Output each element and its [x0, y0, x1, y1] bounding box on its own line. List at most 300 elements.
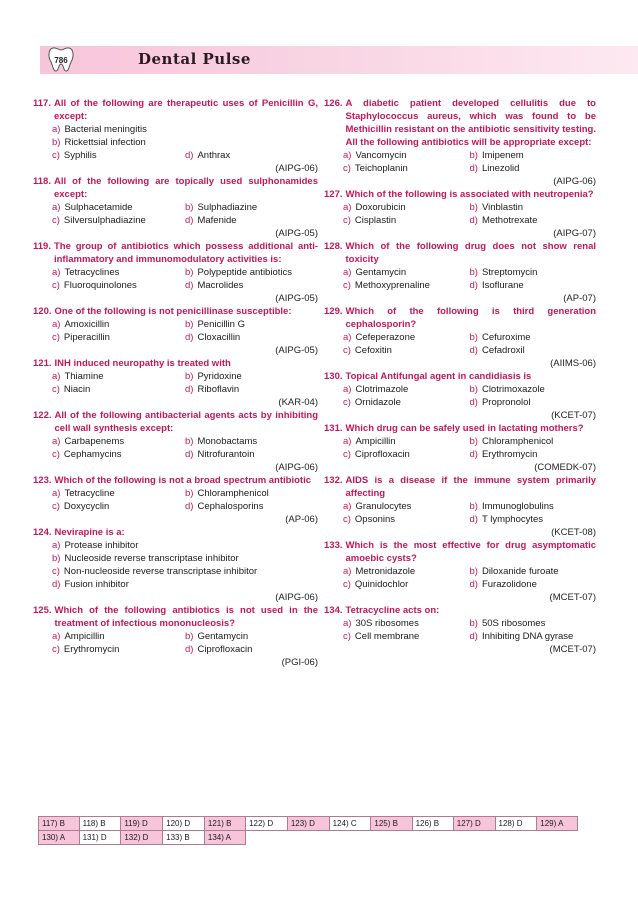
question: [33, 604, 318, 669]
option-letter: b): [469, 566, 478, 577]
exam-source: (AP-07): [563, 293, 596, 304]
question-stem: [33, 474, 318, 487]
option-text: Niacin: [63, 384, 91, 395]
option-text: Mafenide: [197, 215, 237, 226]
option-text: Chloramphenicol: [481, 436, 554, 447]
option-text: Diloxanide furoate: [481, 566, 559, 577]
question-text: AIDS is a disease if the immune system primarily affecting: [345, 475, 596, 499]
option: [470, 162, 597, 175]
option-text: Fusion inhibitor: [64, 579, 129, 590]
option: [470, 513, 597, 526]
question-stem: [324, 422, 596, 435]
option-letter: c): [52, 150, 60, 161]
options-grid: [33, 487, 318, 513]
question-number: 125.: [33, 605, 52, 616]
question-number: 126.: [324, 98, 343, 109]
option: [185, 643, 318, 656]
option-text: Carbapenems: [64, 436, 125, 447]
question-text: Which of the following antibiotics is not used in the treatment of infectious mononucleosis?: [54, 605, 318, 629]
option-text: Streptomycin: [481, 267, 538, 278]
question: [33, 409, 318, 474]
question-number: 120.: [33, 306, 52, 317]
option-letter: d): [52, 579, 61, 590]
question-stem: [33, 240, 318, 266]
answer-cell: 121) B: [204, 817, 245, 831]
option-text: Syphilis: [63, 150, 97, 161]
options-grid: [324, 149, 596, 175]
option: [343, 149, 470, 162]
option-text: Nucleoside reverse transcriptase inhibitor: [64, 553, 239, 564]
options-grid: [33, 630, 318, 656]
option: [185, 266, 318, 279]
exam-source: (MCET-07): [549, 592, 596, 603]
exam-source: (AIPG-07): [553, 228, 596, 239]
page-number: 786: [54, 56, 68, 65]
question: [324, 474, 596, 539]
option-letter: a): [343, 501, 352, 512]
option-text: Cefoxitin: [354, 345, 392, 356]
option-letter: a): [52, 631, 61, 642]
option-letter: c): [343, 449, 351, 460]
answer-cell: 128) D: [495, 817, 537, 831]
option-text: Ornidazole: [354, 397, 401, 408]
options-grid: [324, 383, 596, 409]
option-text: Doxycyclin: [63, 501, 110, 512]
option-text: Clotrimoxazole: [481, 384, 545, 395]
question-stem: [33, 604, 318, 630]
exam-source: (PGI-06): [281, 657, 318, 668]
question-number: 129.: [324, 306, 343, 317]
option-letter: d): [185, 644, 194, 655]
option-letter: d): [469, 579, 478, 590]
question-text: Topical Antifungal agent in candidiasis is: [345, 371, 532, 382]
option-text: 50S ribosomes: [481, 618, 546, 629]
question-number: 134.: [324, 605, 343, 616]
option-letter: b): [52, 553, 61, 564]
option-text: Linezolid: [481, 163, 520, 174]
question: [324, 370, 596, 422]
question-number: 121.: [33, 358, 52, 369]
question-stem: [324, 305, 596, 331]
option: [185, 448, 318, 461]
option-text: Vinblastin: [481, 202, 523, 213]
option-letter: b): [469, 384, 478, 395]
question-number: 130.: [324, 371, 343, 382]
question: [324, 604, 596, 656]
option-text: Cephamycins: [63, 449, 122, 460]
question-stem: [33, 357, 318, 370]
option: [185, 435, 318, 448]
option: [470, 617, 597, 630]
option-letter: c): [343, 579, 351, 590]
option-letter: b): [185, 488, 194, 499]
option: [185, 318, 318, 331]
option-letter: d): [469, 449, 478, 460]
question-text: Which is the most effective for drug asymptomatic amoebic cysts?: [345, 540, 596, 564]
option-text: Granulocytes: [355, 501, 412, 512]
option: [52, 201, 185, 214]
exam-source: (COMEDK-07): [534, 462, 596, 473]
option-text: Protease inhibitor: [64, 540, 139, 551]
question-number: 131.: [324, 423, 343, 434]
options-grid: [33, 201, 318, 227]
answer-cell: 125) B: [371, 817, 412, 831]
option: [185, 279, 318, 292]
option-letter: b): [185, 267, 194, 278]
option-letter: a): [52, 319, 61, 330]
right-column: [324, 97, 596, 656]
option-letter: c): [343, 163, 351, 174]
options-grid: [33, 266, 318, 292]
option-letter: b): [469, 332, 478, 343]
option: [343, 383, 470, 396]
answer-cell: 117) B: [39, 817, 80, 831]
option-letter: a): [52, 436, 61, 447]
option: [185, 487, 318, 500]
option-text: Penicillin G: [197, 319, 245, 330]
option-text: Doxorubicin: [355, 202, 406, 213]
question: [324, 422, 596, 474]
question-number: 124.: [33, 527, 52, 538]
option: [52, 565, 318, 578]
option-letter: d): [469, 345, 478, 356]
option-letter: a): [343, 332, 352, 343]
question-text: Which of the following is third generation cephalosporin?: [345, 306, 596, 330]
option-text: Sulphacetamide: [64, 202, 133, 213]
option-letter: d): [469, 514, 478, 525]
exam-source: (AIPG-06): [275, 592, 318, 603]
option: [343, 396, 470, 409]
question-text: Which of the following is not a broad spectrum antibiotic: [54, 475, 311, 486]
option-text: Cefeperazone: [355, 332, 416, 343]
option: [343, 578, 470, 591]
option-text: Vancomycin: [355, 150, 407, 161]
exam-source: (AIPG-05): [275, 293, 318, 304]
option-text: Cefadroxil: [481, 345, 525, 356]
answer-cell: 130) A: [39, 831, 80, 845]
option: [185, 630, 318, 643]
question-text: The group of antibiotics which possess additional anti-inflammatory and immunomodulatory activities is:: [53, 241, 318, 265]
option: [470, 149, 597, 162]
option: [185, 201, 318, 214]
option-text: Silversulphadiazine: [63, 215, 146, 226]
option-letter: c): [52, 332, 60, 343]
option: [470, 383, 597, 396]
option-letter: a): [343, 566, 352, 577]
answer-cell: 120) D: [163, 817, 205, 831]
answer-cell: 126) B: [412, 817, 453, 831]
question-stem: [33, 526, 318, 539]
answer-cell: 134) A: [204, 831, 245, 845]
page-title: Dental Pulse: [138, 50, 251, 68]
question-stem: [324, 474, 596, 500]
option-text: Monobactams: [197, 436, 258, 447]
option-letter: a): [343, 150, 352, 161]
option-letter: d): [469, 280, 478, 291]
option-text: Ciprofloxacin: [354, 449, 410, 460]
answer-cell: 127) D: [453, 817, 495, 831]
question: [33, 305, 318, 357]
question-stem: [324, 604, 596, 617]
option-letter: a): [52, 267, 61, 278]
question-text: Which of the following drug does not show renal toxicity: [345, 241, 596, 265]
option: [52, 370, 185, 383]
option-text: Piperacillin: [63, 332, 110, 343]
option: [52, 214, 185, 227]
answer-cell: 123) D: [287, 817, 329, 831]
option-letter: c): [343, 345, 351, 356]
question-stem: [324, 97, 596, 149]
options-grid: [324, 266, 596, 292]
option: [470, 266, 597, 279]
option-letter: d): [469, 163, 478, 174]
question: [33, 175, 318, 240]
options-grid: [33, 149, 318, 162]
exam-source: (KCET-07): [551, 410, 596, 421]
option-letter: c): [52, 449, 60, 460]
option: [343, 565, 470, 578]
option-letter: c): [52, 280, 60, 291]
option: [470, 331, 597, 344]
answer-cell: 133) B: [163, 831, 205, 845]
option-letter: a): [343, 618, 352, 629]
option-letter: d): [185, 150, 194, 161]
option-letter: d): [469, 631, 478, 642]
option: [185, 383, 318, 396]
option: [343, 513, 470, 526]
question: [324, 539, 596, 604]
option-letter: d): [469, 215, 478, 226]
options-grid: [324, 201, 596, 227]
option: [52, 578, 318, 591]
option: [52, 331, 185, 344]
option: [470, 344, 597, 357]
option-text: Clotrimazole: [355, 384, 409, 395]
option-letter: b): [185, 319, 194, 330]
options-grid: [324, 565, 596, 591]
answer-row: [39, 831, 578, 845]
option-letter: c): [343, 280, 351, 291]
option: [470, 279, 597, 292]
option: [52, 630, 185, 643]
option: [470, 448, 597, 461]
option: [343, 162, 470, 175]
option-text: Cell membrane: [354, 631, 420, 642]
answer-cell: 124) C: [329, 817, 371, 831]
option-text: Macrolides: [197, 280, 244, 291]
option-letter: a): [343, 384, 352, 395]
option-letter: a): [52, 124, 61, 135]
exam-source: (AIPG-05): [275, 228, 318, 239]
option-letter: c): [52, 215, 60, 226]
option: [470, 396, 597, 409]
option-text: Metronidazole: [355, 566, 416, 577]
option-letter: b): [185, 202, 194, 213]
option: [470, 435, 597, 448]
question-stem: [33, 409, 318, 435]
option: [343, 500, 470, 513]
options-grid: [324, 617, 596, 643]
options-grid: [324, 331, 596, 357]
option: [52, 487, 185, 500]
options-grid: [33, 318, 318, 344]
option: [52, 500, 185, 513]
option-text: Teichoplanin: [354, 163, 408, 174]
options-grid: [33, 435, 318, 461]
option-text: Erythromycin: [63, 644, 120, 655]
option: [470, 565, 597, 578]
answer-key-table: [38, 816, 578, 845]
question-text: Tetracycline acts on:: [345, 605, 440, 616]
option-text: Tetracycline: [64, 488, 115, 499]
option-text: 30S ribosomes: [355, 618, 419, 629]
option-letter: b): [185, 631, 194, 642]
option-letter: b): [185, 371, 194, 382]
question-number: 118.: [33, 176, 51, 187]
exam-source: (AIPG-06): [275, 462, 318, 473]
option: [52, 552, 318, 565]
question-number: 122.: [33, 410, 52, 421]
option: [343, 266, 470, 279]
answer-cell: 132) D: [121, 831, 163, 845]
option-letter: d): [469, 397, 478, 408]
option-text: T lymphocytes: [481, 514, 544, 525]
question-stem: [324, 188, 596, 201]
option-text: Immunoglobulins: [481, 501, 554, 512]
option-text: Anthrax: [197, 150, 231, 161]
option-text: Amoxicillin: [64, 319, 110, 330]
option-text: Cefuroxime: [481, 332, 531, 343]
option-letter: b): [469, 436, 478, 447]
question-number: 127.: [324, 189, 343, 200]
option-letter: a): [343, 202, 352, 213]
option: [343, 344, 470, 357]
option-text: Furazolidone: [481, 579, 537, 590]
option-text: Riboflavin: [197, 384, 240, 395]
option-letter: c): [52, 501, 60, 512]
question: [324, 97, 596, 188]
option: [470, 214, 597, 227]
option-text: Ampicillin: [64, 631, 105, 642]
option-text: Bacterial meningitis: [64, 124, 147, 135]
option-letter: c): [343, 397, 351, 408]
option-letter: c): [343, 631, 351, 642]
option-letter: a): [343, 436, 352, 447]
option-text: Thiamine: [64, 371, 104, 382]
question: [324, 188, 596, 240]
question-stem: [33, 175, 318, 201]
question-text: All of the following are therapeutic uses of Penicillin G, except:: [53, 98, 318, 122]
answer-cell: 119) D: [121, 817, 163, 831]
option-text: Methoxyprenaline: [354, 280, 430, 291]
option-text: Gentamycin: [197, 631, 249, 642]
option: [470, 500, 597, 513]
question-number: 119.: [33, 241, 51, 252]
question-text: Which drug can be safely used in lactating mothers?: [345, 423, 584, 434]
option-letter: d): [185, 280, 194, 291]
question-number: 123.: [33, 475, 52, 486]
exam-source: (KAR-04): [278, 397, 318, 408]
option-letter: d): [185, 501, 194, 512]
option-text: Non-nucleoside reverse transcriptase inhibitor: [63, 566, 258, 577]
exam-source: (AIIMS-06): [550, 358, 596, 369]
option-letter: c): [52, 644, 60, 655]
option-text: Cloxacillin: [197, 332, 241, 343]
question: [33, 526, 318, 604]
question-number: 128.: [324, 241, 343, 252]
option: [52, 539, 318, 552]
option-text: Opsonins: [354, 514, 396, 525]
option-letter: b): [469, 150, 478, 161]
question: [33, 357, 318, 409]
option-letter: d): [185, 332, 194, 343]
exam-source: (AIPG-05): [275, 345, 318, 356]
question-number: 133.: [324, 540, 343, 551]
option: [52, 123, 318, 136]
option-text: Polypeptide antibiotics: [197, 267, 292, 278]
option-letter: a): [343, 267, 352, 278]
question-stem: [324, 240, 596, 266]
option: [470, 201, 597, 214]
exam-source: (KCET-08): [551, 527, 596, 538]
option: [185, 500, 318, 513]
option-text: Chloramphenicol: [197, 488, 269, 499]
option-text: Fluoroquinolones: [63, 280, 137, 291]
option-text: Methotrexate: [481, 215, 538, 226]
option-text: Cephalosporins: [197, 501, 264, 512]
options-grid: [324, 435, 596, 461]
option: [52, 136, 318, 149]
question-text: One of the following is not penicillinase susceptible:: [54, 306, 292, 317]
option: [52, 149, 185, 162]
option-text: Propronolol: [481, 397, 531, 408]
question: [33, 97, 318, 175]
option-text: Nitrofurantoin: [197, 449, 255, 460]
option-text: Sulphadiazine: [197, 202, 258, 213]
option-letter: b): [469, 501, 478, 512]
option-text: Ciprofloxacin: [197, 644, 253, 655]
option-letter: b): [185, 436, 194, 447]
options-grid: [324, 500, 596, 526]
option: [343, 617, 470, 630]
option-letter: d): [185, 384, 194, 395]
question-text: All of the following are topically used sulphonamides except:: [53, 176, 318, 200]
option-text: Gentamycin: [355, 267, 407, 278]
answer-cell: 129) A: [537, 817, 578, 831]
option-letter: c): [52, 566, 60, 577]
exam-source: (MCET-07): [549, 644, 596, 655]
question-text: All of the following antibacterial agents acts by inhibiting cell wall synthesis except:: [54, 410, 318, 434]
option-letter: b): [469, 202, 478, 213]
option-text: Tetracyclines: [64, 267, 120, 278]
question-text: Which of the following is associated with neutropenia?: [345, 189, 594, 200]
option: [470, 630, 597, 643]
option-letter: b): [469, 618, 478, 629]
option: [52, 266, 185, 279]
question-text: Nevirapine is a:: [54, 527, 125, 538]
question-stem: [33, 97, 318, 123]
answer-row: [39, 817, 578, 831]
option-text: Quinidochlor: [354, 579, 409, 590]
option: [52, 643, 185, 656]
option-letter: a): [52, 202, 61, 213]
option: [343, 630, 470, 643]
option: [52, 448, 185, 461]
option: [343, 448, 470, 461]
option: [52, 383, 185, 396]
option: [185, 370, 318, 383]
option: [343, 331, 470, 344]
